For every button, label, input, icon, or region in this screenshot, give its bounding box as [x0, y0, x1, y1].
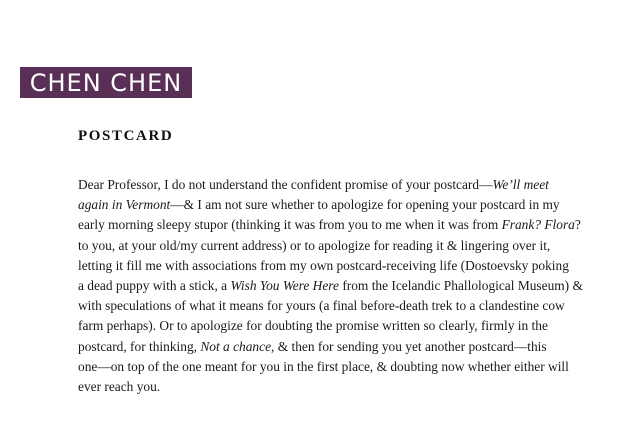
poem-line: [78, 195, 630, 215]
poem-line: [78, 377, 630, 397]
text-run: a dead puppy with a stick, a: [78, 278, 231, 294]
text-run: —& I am not sure whether to apologize for opening your postcard in my: [170, 197, 560, 213]
poem-line: [78, 276, 630, 296]
italic-phrase: again in Vermont: [78, 197, 171, 213]
poem-line: [78, 175, 630, 195]
poem-line: [78, 215, 630, 235]
italic-phrase: We’ll meet: [492, 177, 549, 192]
text-run: early morning sleepy stupor (thinking it was from you to me when it was from: [78, 217, 502, 233]
poem-line: [78, 357, 630, 377]
poem-line: [78, 296, 630, 316]
text-run: to you, at your old/my current address) or to apologize for reading it & lingering over it,: [78, 237, 551, 253]
italic-phrase: Not a chance: [200, 338, 272, 354]
site-logo[interactable]: [20, 67, 192, 98]
poem-line: [78, 236, 630, 256]
italic-phrase: Frank? Flora: [501, 217, 575, 233]
text-run: Dear Professor, I do not understand the confident promise of your postcard—: [78, 177, 493, 192]
poem-line: [78, 337, 630, 357]
text-run: ?: [574, 217, 581, 233]
text-run: farm perhaps). Or to apologize for doubting the promise written so clearly, firmly in the: [78, 318, 548, 334]
text-run: with speculations of what it means for yours (a final before-death trek to a clandestine cow: [78, 298, 565, 314]
text-run: , & then for sending you yet another postcard—this: [271, 338, 547, 354]
poem-title: POSTCARD: [78, 128, 174, 144]
text-run: from the Icelandic Phallological Museum) &: [338, 278, 583, 294]
text-run: ever reach you.: [78, 379, 161, 395]
text-run: one—on top of the one meant for you in the first place, & doubting now whether either will: [78, 358, 569, 374]
poem-line: [78, 256, 630, 276]
poem-body: [78, 175, 630, 397]
logo-text: CHEN CHEN: [29, 69, 183, 97]
text-run: postcard, for thinking,: [78, 338, 201, 354]
text-run: letting it fill me with associations from my own postcard-receiving life (Dostoevsky poking: [78, 257, 569, 273]
italic-phrase: Wish You Were Here: [230, 278, 339, 294]
poem-line: [78, 316, 630, 336]
